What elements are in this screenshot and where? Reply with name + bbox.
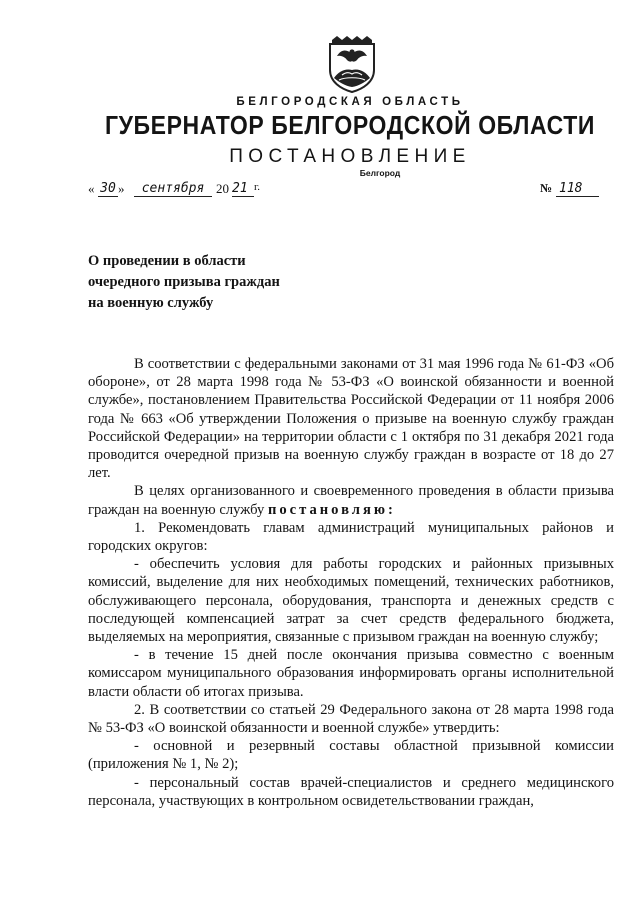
subject-line: очередного призыва граждан (88, 274, 280, 290)
subject-line: О проведении в области (88, 253, 246, 269)
city-label: Белгород (359, 168, 401, 178)
document-subject (88, 251, 368, 314)
body-paragraph: - персональный состав врачей-специалистов и среднего медицинского персонала, участвующих в контрольном освидетельствовании граждан, (88, 774, 614, 809)
body-paragraph: 2. В соответствии со статьей 29 Федерального закона от 28 марта 1998 года № 53-ФЗ «О воинской обязанности и военной службе» утвердить: (88, 701, 614, 737)
date-open-quote: « (88, 181, 95, 196)
date-close-quote: » (118, 181, 125, 196)
region-heading: БЕЛГОРОДСКАЯ ОБЛАСТЬ (236, 96, 464, 108)
coat-of-arms-icon (325, 34, 379, 94)
date-year-suffix: 21 (232, 181, 254, 197)
document-number-label: № (540, 181, 553, 195)
date-month: сентября (134, 181, 212, 197)
document-number: 118 (556, 181, 599, 197)
body-paragraph: В соответствии с федеральными законами от 31 мая 1996 года № 61-ФЗ «Об обороне», от 28 марта 1998 года № 53-ФЗ «О воинской обязанности и военной службе», постановлением Правительства Российской Федерации от 11 ноября 2006 года № 663 «Об утверждении Положения о призыве на военную службу граждан Российской Федерации» на территории области с 1 октября по 31 декабря 2021 года проводится очередной призыв на военную службу граждан в возрасте от 18 до 27 лет. (88, 356, 614, 482)
body-paragraph: 1. Рекомендовать главам администраций муниципальных районов и городских округов: (88, 519, 614, 555)
date-day: 30 (98, 181, 118, 197)
paragraph-text: В целях организованного и своевременного проведения в области призыва граждан на военную службу (88, 483, 614, 518)
date-year-abbr: г. (254, 181, 261, 193)
body-paragraph: - основной и резервный составы областной призывной комиссии (приложения № 1, № 2); (88, 738, 614, 773)
body-paragraph: - обеспечить условия для работы городских и районных призывных комиссий, выделение для них необходимых помещений, технических работников, обслуживающего персонала, оборудования, транспорта и денежных средств с последующей компенсацией затрат за счет средств федерального бюджета, выделяемых на мероприятия, связанные с призывом граждан на военную службу; (88, 556, 614, 646)
date-year-prefix: 20 (216, 181, 229, 196)
date-and-number-line (88, 181, 598, 201)
document-body (88, 355, 614, 810)
subject-line: на военную службу (88, 295, 214, 311)
coat-of-arms-emblem (325, 34, 379, 94)
governor-heading: ГУБЕРНАТОР БЕЛГОРОДСКОЙ ОБЛАСТИ (104, 110, 596, 140)
decree-keyword: постановляю: (267, 501, 396, 518)
document-type-heading: ПОСТАНОВЛЕНИЕ (229, 146, 471, 167)
body-paragraph (88, 482, 614, 518)
body-paragraph: - в течение 15 дней после окончания призыва совместно с военным комиссаром муниципального образования информировать органы исполнительной власти области об итогах призыва. (88, 647, 614, 700)
